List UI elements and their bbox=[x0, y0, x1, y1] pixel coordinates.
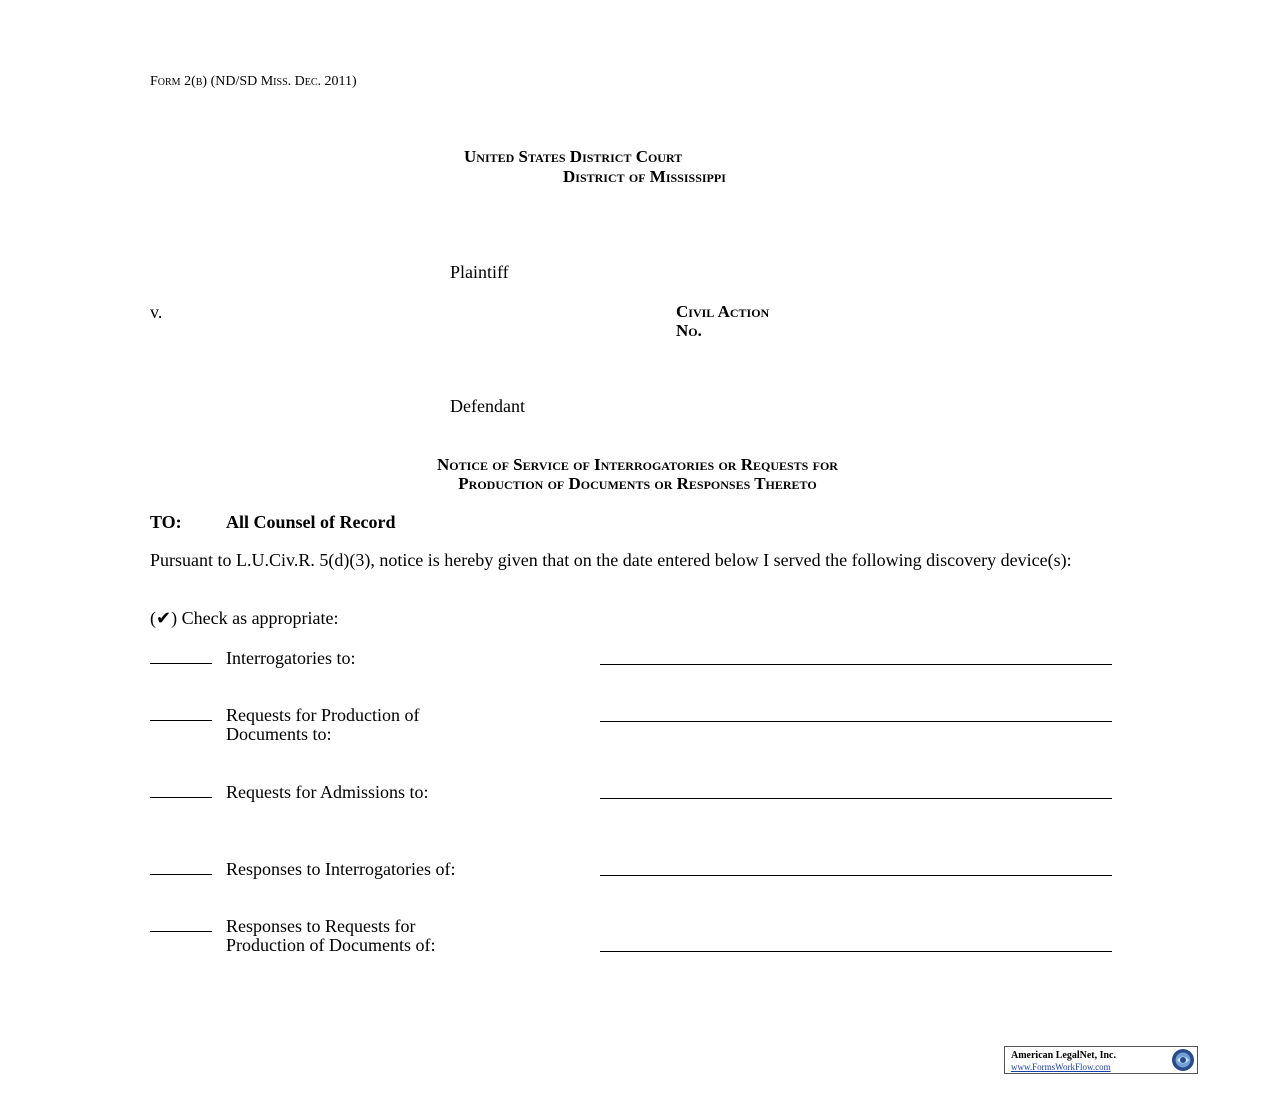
item-recipient-line[interactable] bbox=[600, 798, 1112, 799]
discovery-item bbox=[150, 917, 212, 936]
plaintiff-label: Plaintiff bbox=[450, 262, 509, 282]
civil-action-number-label: No. bbox=[676, 321, 702, 340]
item-label-line2: Documents to: bbox=[226, 724, 332, 744]
item-recipient-line[interactable] bbox=[600, 664, 1112, 665]
court-district: District of Mississippi bbox=[563, 167, 726, 186]
versus-label: v. bbox=[150, 302, 163, 322]
globe-icon bbox=[1171, 1048, 1195, 1072]
discovery-item bbox=[150, 649, 212, 668]
check-instruction: (✔) Check as appropriate: bbox=[150, 608, 339, 629]
american-legalnet-logo[interactable] bbox=[1004, 1046, 1198, 1074]
item-recipient-line[interactable] bbox=[600, 875, 1112, 876]
court-name: United States District Court bbox=[464, 147, 683, 166]
logo-company-name: American LegalNet, Inc. bbox=[1011, 1050, 1116, 1061]
item-check-blank[interactable] bbox=[150, 874, 212, 875]
notice-title-line2: Production of Documents or Responses Thereto bbox=[458, 474, 817, 493]
item-check-blank[interactable] bbox=[150, 797, 212, 798]
item-recipient-line[interactable] bbox=[600, 951, 1112, 952]
item-label: Requests for Production of bbox=[226, 705, 420, 725]
discovery-item bbox=[150, 783, 212, 802]
item-check-blank[interactable] bbox=[150, 720, 212, 721]
item-label-line2: Production of Documents of: bbox=[226, 935, 436, 955]
discovery-item bbox=[150, 706, 212, 725]
form-reference: Form 2(b) (ND/SD Miss. Dec. 2011) bbox=[150, 74, 357, 89]
item-label: Responses to Interrogatories of: bbox=[226, 859, 456, 879]
logo-url-link[interactable]: www.FormsWorkFlow.com bbox=[1011, 1062, 1111, 1072]
defendant-label: Defendant bbox=[450, 396, 525, 416]
to-value: All Counsel of Record bbox=[226, 512, 396, 532]
civil-action-label: Civil Action bbox=[676, 302, 770, 321]
item-recipient-line[interactable] bbox=[600, 721, 1112, 722]
check-instruction-text: Check as appropriate: bbox=[181, 608, 339, 628]
item-check-blank[interactable] bbox=[150, 931, 212, 932]
discovery-item bbox=[150, 860, 212, 879]
item-label: Interrogatories to: bbox=[226, 648, 356, 668]
to-label: TO: bbox=[150, 512, 182, 532]
notice-title-line1: Notice of Service of Interrogatories or Requests for bbox=[437, 455, 838, 474]
item-check-blank[interactable] bbox=[150, 663, 212, 664]
check-mark-icon: ✔ bbox=[156, 608, 172, 629]
notice-paragraph: Pursuant to L.U.Civ.R. 5(d)(3), notice is hereby given that on the date entered below I served the following discovery device(s): bbox=[150, 550, 1072, 570]
item-label: Responses to Requests for bbox=[226, 916, 416, 936]
item-label: Requests for Admissions to: bbox=[226, 782, 429, 802]
